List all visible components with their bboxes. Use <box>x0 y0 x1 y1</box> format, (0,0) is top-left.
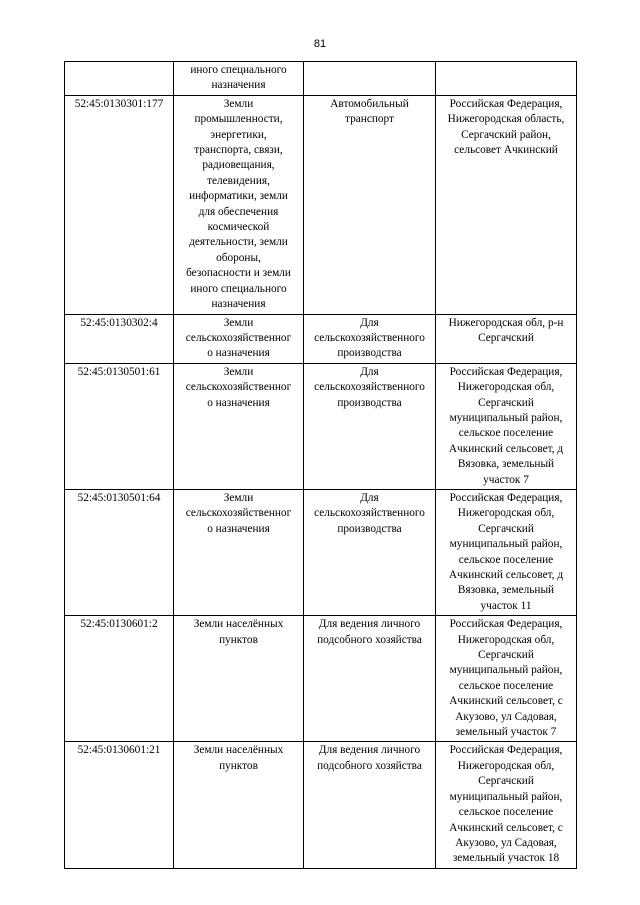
land-category-line: о назначения <box>207 347 270 360</box>
address-line: земельный участок 18 <box>452 852 560 865</box>
address-line: Ачкинский сельсовет, д <box>448 442 564 455</box>
land-category-line: иного специального <box>190 64 287 76</box>
address-line: Нижегородская обл, <box>457 381 555 394</box>
land-category-line: обороны, <box>216 251 261 264</box>
address-line: муниципальный район, <box>449 538 563 551</box>
address-line: Российская Федерация, <box>449 744 563 757</box>
land-category-line: безопасности и земли <box>186 267 291 280</box>
address-line: участок 7 <box>483 473 529 486</box>
address-line: Нижегородская область, <box>447 113 565 126</box>
address-line: Ачкинский сельсовет, с <box>449 821 563 834</box>
permitted-use-line: Для <box>360 316 379 329</box>
land-category-cell <box>174 489 304 615</box>
land-category-line: для обеспечения <box>198 205 279 218</box>
permitted-use-cell <box>304 489 436 615</box>
land-category-line: сельскохозяйственног <box>185 381 292 394</box>
permitted-use-line: Для ведения личного <box>318 744 421 757</box>
address-line: сельсовет Ачкинский <box>454 144 558 157</box>
permitted-use-line: сельскохозяйственного <box>314 381 425 394</box>
land-category-cell <box>174 95 304 314</box>
address-line: Сергачский <box>478 775 534 788</box>
permitted-use-line: подсобного хозяйства <box>317 759 422 772</box>
table-row <box>65 363 577 489</box>
permitted-use-line: сельскохозяйственного <box>314 507 425 520</box>
permitted-use-line: подсобного хозяйства <box>317 633 422 646</box>
address-line: Российская Федерация, <box>449 97 563 110</box>
permitted-use-cell <box>304 62 436 96</box>
land-category-cell <box>174 616 304 742</box>
cadastral-number-cell: 52:45:0130601:21 <box>65 742 174 868</box>
cadastral-number-cell <box>65 62 174 96</box>
address-line: участок 11 <box>480 599 532 612</box>
address-line: Российская Федерация, <box>449 491 563 504</box>
address-line: Нижегородская обл, <box>457 759 555 772</box>
land-category-line: энергетики, <box>210 128 267 141</box>
land-category-line: радиовещания, <box>202 159 275 172</box>
address-cell <box>436 616 577 742</box>
table-row <box>65 62 577 96</box>
land-category-line: иного специального <box>190 282 287 295</box>
address-line: Сергачский <box>478 649 534 662</box>
permitted-use-cell <box>304 314 436 363</box>
land-category-line: пунктов <box>219 633 258 646</box>
cadastral-number-cell: 52:45:0130601:2 <box>65 616 174 742</box>
land-category-line: Земли <box>223 97 254 110</box>
address-line: Нижегородская обл, р-н <box>448 316 564 329</box>
land-category-line: Земли населённых <box>193 744 284 757</box>
address-cell <box>436 62 577 96</box>
address-line: Сергачский район, <box>461 128 551 141</box>
address-cell <box>436 742 577 868</box>
land-category-cell <box>174 363 304 489</box>
permitted-use-line: Для <box>360 491 379 504</box>
land-category-line: телевидения, <box>207 174 270 187</box>
land-category-line: космической <box>207 221 270 234</box>
address-line: Сергачский <box>478 396 534 409</box>
table-row <box>65 314 577 363</box>
address-line: Сергачский <box>478 331 534 344</box>
address-line: муниципальный район, <box>449 411 563 424</box>
permitted-use-cell <box>304 616 436 742</box>
table-row <box>65 616 577 742</box>
land-category-line: сельскохозяйственног <box>185 507 292 520</box>
address-line: муниципальный район, <box>449 664 563 677</box>
address-line: Нижегородская обл, <box>457 507 555 520</box>
land-category-line: промышленности, <box>194 113 283 126</box>
permitted-use-line: производства <box>337 522 402 535</box>
address-line: муниципальный район, <box>449 790 563 803</box>
address-cell <box>436 314 577 363</box>
address-line: Нижегородская обл, <box>457 633 555 646</box>
address-line: сельское поселение <box>458 553 554 566</box>
land-category-cell <box>174 742 304 868</box>
permitted-use-line: сельскохозяйственного <box>314 331 425 344</box>
land-category-line: Земли <box>223 491 254 504</box>
land-category-cell <box>174 62 304 96</box>
page-number: 81 <box>313 38 327 50</box>
address-line: Вязовка, земельный <box>457 584 555 597</box>
permitted-use-line: производства <box>337 347 402 360</box>
address-line: сельское поселение <box>458 427 554 440</box>
table-row <box>65 489 577 615</box>
address-line: сельское поселение <box>458 679 554 692</box>
address-line: Акузово, ул Садовая, <box>455 836 557 849</box>
land-category-line: Земли населённых <box>193 618 284 631</box>
cadastral-number-cell: 52:45:0130501:61 <box>65 363 174 489</box>
address-line: Сергачский <box>478 522 534 535</box>
land-plots-table <box>64 61 577 869</box>
address-line: Ачкинский сельсовет, с <box>449 695 563 708</box>
land-category-line: о назначения <box>207 522 270 535</box>
land-category-line: деятельности, земли <box>189 236 288 249</box>
address-line: Акузово, ул Садовая, <box>455 710 557 723</box>
land-category-line: о назначения <box>207 396 270 409</box>
cadastral-number-cell: 52:45:0130501:64 <box>65 489 174 615</box>
land-category-line: назначения <box>211 79 266 92</box>
address-line: Вязовка, земельный <box>457 458 555 471</box>
land-category-line: Земли <box>223 365 254 378</box>
address-line: Российская Федерация, <box>449 365 563 378</box>
permitted-use-cell <box>304 95 436 314</box>
land-category-line: сельскохозяйственног <box>185 331 292 344</box>
permitted-use-line: Для ведения личного <box>318 618 421 631</box>
cadastral-number-cell: 52:45:0130302:4 <box>65 314 174 363</box>
land-category-cell <box>174 314 304 363</box>
land-category-line: Земли <box>223 316 254 329</box>
land-category-line: информатики, земли <box>189 190 288 203</box>
table-row <box>65 742 577 868</box>
land-category-line: транспорта, связи, <box>194 144 283 157</box>
address-line: Российская Федерация, <box>449 618 563 631</box>
land-category-line: пунктов <box>219 759 258 772</box>
permitted-use-line: транспорт <box>345 113 394 126</box>
land-category-line: назначения <box>211 298 266 311</box>
permitted-use-cell <box>304 363 436 489</box>
address-line: сельское поселение <box>458 806 554 819</box>
address-cell <box>436 95 577 314</box>
permitted-use-cell <box>304 742 436 868</box>
table-row <box>65 95 577 314</box>
address-line: земельный участок 7 <box>455 726 557 739</box>
permitted-use-line: Автомобильный <box>330 97 409 110</box>
cadastral-number-cell: 52:45:0130301:177 <box>65 95 174 314</box>
address-cell <box>436 363 577 489</box>
address-cell <box>436 489 577 615</box>
permitted-use-line: Для <box>360 365 379 378</box>
address-line: Ачкинский сельсовет, д <box>448 569 564 581</box>
permitted-use-line: производства <box>337 396 402 409</box>
